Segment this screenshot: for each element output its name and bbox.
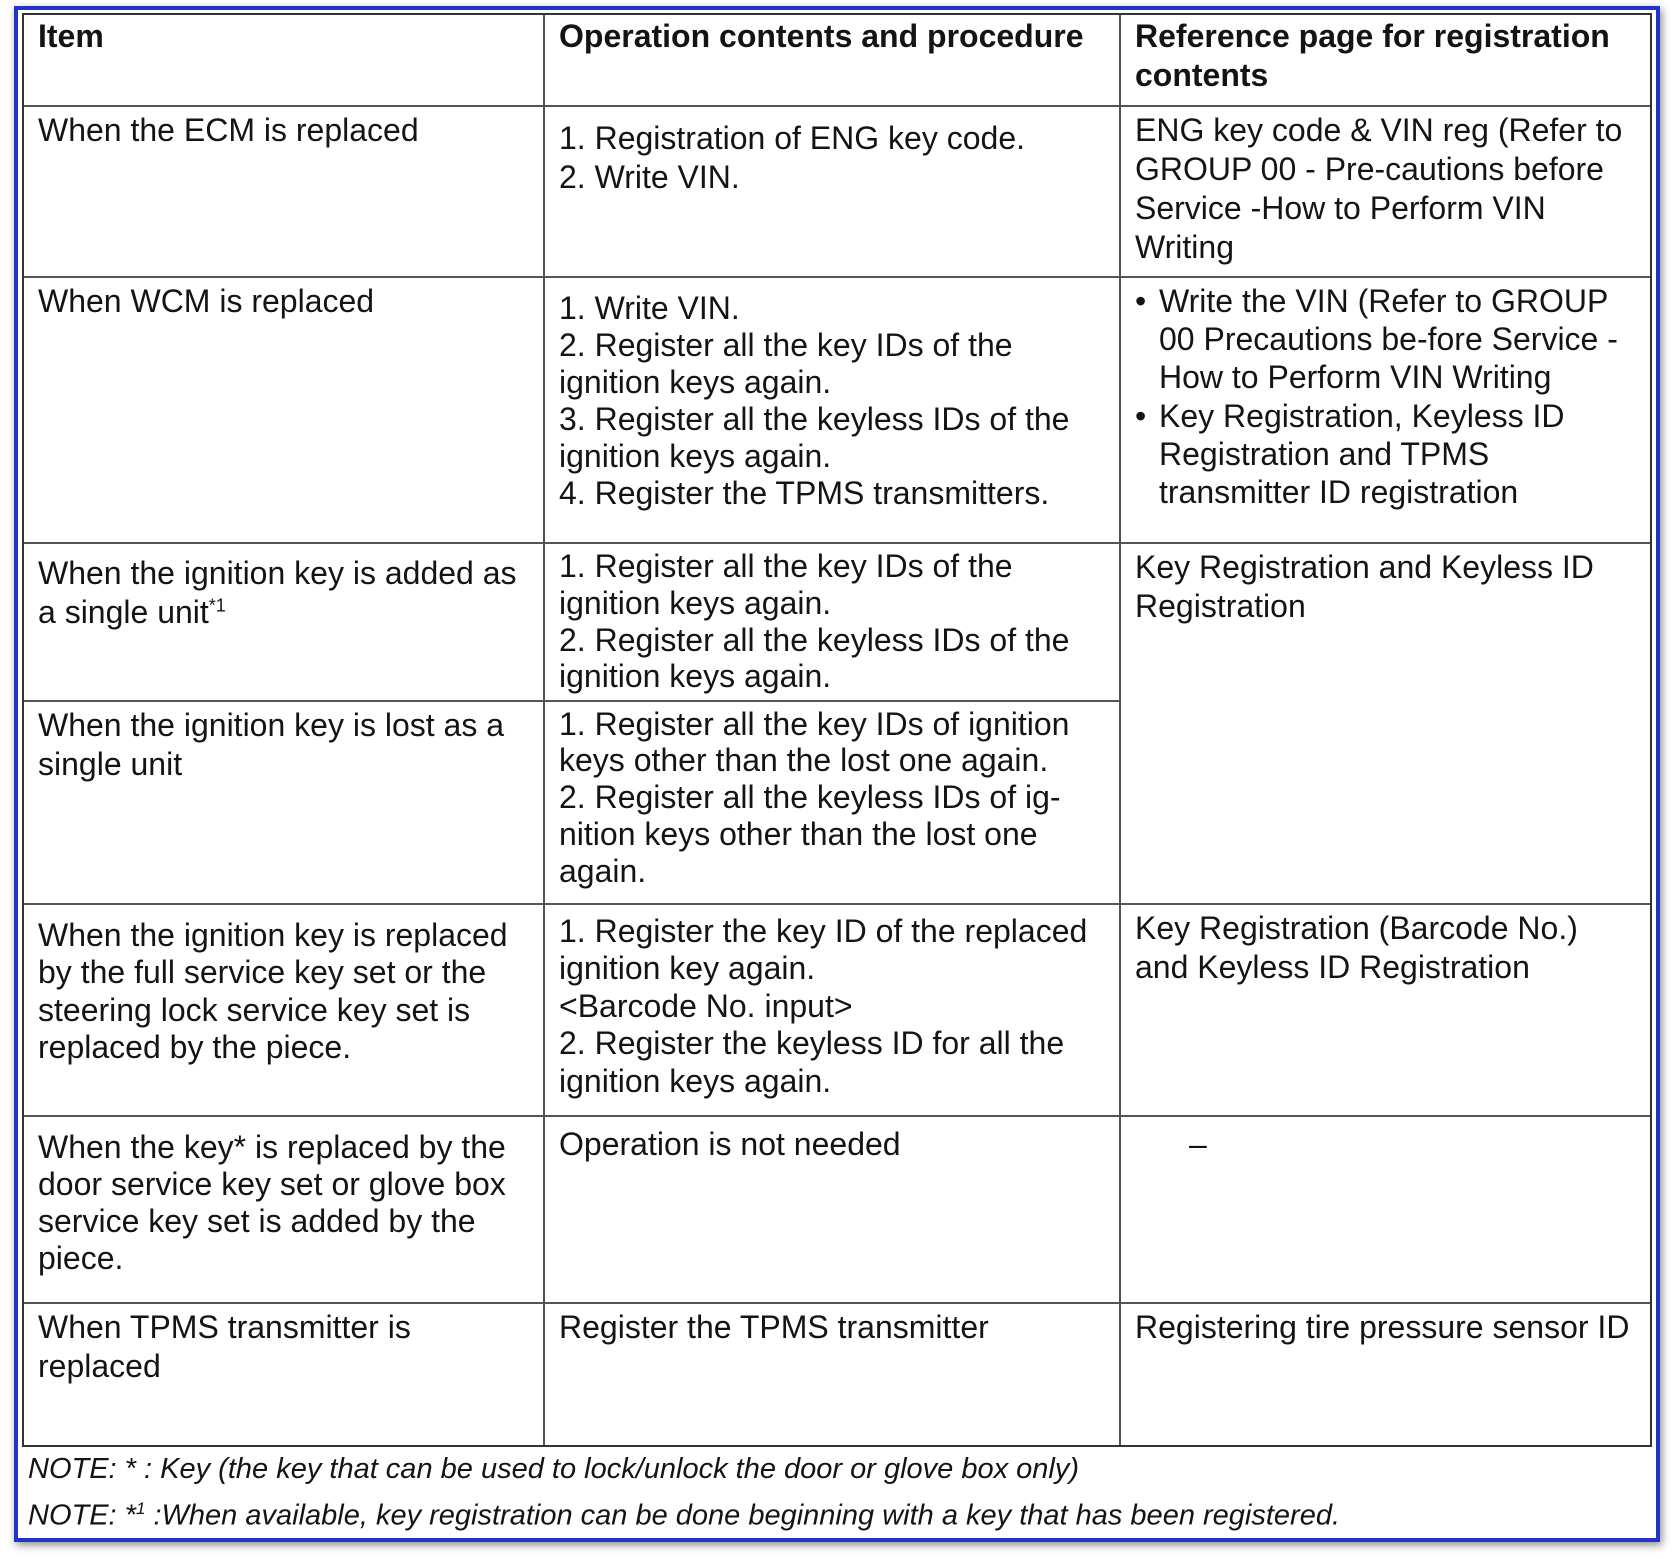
reference-bullet	[1135, 282, 1636, 397]
table-row	[24, 277, 1650, 544]
reference-bullet-text: Key Registration, Keyless ID Registration and TPMS transmitter ID registration	[1159, 397, 1565, 511]
item-cell: When the ignition key is replaced by the full service key set or the steering lock service key set is replaced by the piece.	[24, 904, 544, 1116]
item-text: When the ignition key is added as a single unit	[38, 555, 517, 631]
operation-cell	[544, 106, 1120, 276]
page-frame	[14, 6, 1660, 1542]
reference-cell: Key Registration (Barcode No.) and Keyless ID Registration	[1120, 904, 1650, 1116]
reference-cell: Key Registration and Keyless ID Registration	[1120, 543, 1650, 904]
header-row	[24, 15, 1650, 106]
note-1	[28, 1450, 1648, 1489]
operation-step: 2. Register all the keyless IDs of ig-nition keys other than the lost one again.	[559, 779, 1061, 889]
operation-step: 1. Write VIN.	[559, 289, 740, 326]
registration-table	[24, 15, 1650, 1445]
operation-step: 2. Register all the keyless IDs of the ignition keys again.	[559, 621, 1070, 695]
reference-cell: ENG key code & VIN reg (Refer to GROUP 00 - Pre-cautions before Service -How to Perform VIN Writing	[1120, 106, 1650, 276]
operation-cell	[544, 904, 1120, 1116]
item-cell: When WCM is replaced	[24, 277, 544, 544]
item-cell: When the ignition key is lost as a single unit	[24, 701, 544, 904]
operation-step: 2. Register all the key IDs of the ignition keys again.	[559, 326, 1013, 400]
operation-step: 2. Write VIN.	[559, 159, 740, 196]
operation-step: 4. Register the TPMS transmitters.	[559, 475, 1050, 512]
operation-cell	[544, 1116, 1120, 1302]
operation-cell	[544, 277, 1120, 544]
operation-step: Register the TPMS transmitter	[559, 1308, 989, 1345]
operation-cell	[544, 543, 1120, 700]
note-1-text: : Key (the key that can be used to lock/unlock the door or glove box only)	[135, 1453, 1080, 1485]
operation-step: 1. Register all the key IDs of the ignition keys again.	[559, 548, 1013, 621]
bullet-icon: •	[1135, 397, 1147, 434]
empty-dash: –	[1189, 1126, 1207, 1163]
table-row	[24, 1116, 1650, 1302]
operation-step: <Barcode No. input>	[559, 987, 853, 1024]
bullet-icon: •	[1135, 282, 1147, 319]
item-cell	[24, 543, 544, 700]
item-cell: When the key* is replaced by the door service key set or glove box service key set is added by the piece.	[24, 1116, 544, 1302]
item-cell: When TPMS transmitter is replaced	[24, 1303, 544, 1445]
note-2-sup: 1	[135, 1499, 146, 1518]
table-row	[24, 1303, 1650, 1445]
note-1-prefix: NOTE: *	[28, 1453, 136, 1485]
note-2-prefix: NOTE: *	[28, 1499, 136, 1532]
item-cell: When the ECM is replaced	[24, 106, 544, 276]
operation-step: Operation is not needed	[559, 1126, 901, 1163]
operation-step: 1. Register the key ID of the replaced ignition key again.	[559, 912, 1088, 987]
header-operation: Operation contents and procedure	[544, 15, 1120, 106]
notes-section	[28, 1450, 1648, 1536]
table-row	[24, 106, 1650, 276]
header-reference: Reference page for registration contents	[1120, 15, 1650, 106]
reference-bullet	[1135, 397, 1636, 512]
table-container	[22, 13, 1652, 1447]
footnote-marker: *1	[208, 595, 226, 616]
operation-step: 2. Register the keyless ID for all the ignition keys again.	[559, 1025, 1065, 1099]
reference-cell	[1120, 277, 1650, 544]
header-item: Item	[24, 15, 544, 106]
operation-step: 1. Registration of ENG key code.	[559, 120, 1025, 157]
operation-step: 3. Register all the keyless IDs of the ignition keys again.	[559, 400, 1070, 474]
reference-bullet-text: Write the VIN (Refer to GROUP 00 Precautions be-fore Service -How to Perform VIN Writing	[1159, 282, 1618, 396]
reference-cell: Registering tire pressure sensor ID	[1120, 1303, 1650, 1445]
table-row	[24, 543, 1650, 700]
operation-cell	[544, 1303, 1120, 1445]
note-2-text: :When available, key registration can be done beginning with a key that has been registered.	[145, 1499, 1341, 1532]
table-row	[24, 904, 1650, 1116]
operation-cell	[544, 701, 1120, 904]
reference-cell	[1120, 1116, 1650, 1302]
operation-step: 1. Register all the key IDs of ignition keys other than the lost one again.	[559, 705, 1070, 779]
note-2	[28, 1489, 1648, 1536]
